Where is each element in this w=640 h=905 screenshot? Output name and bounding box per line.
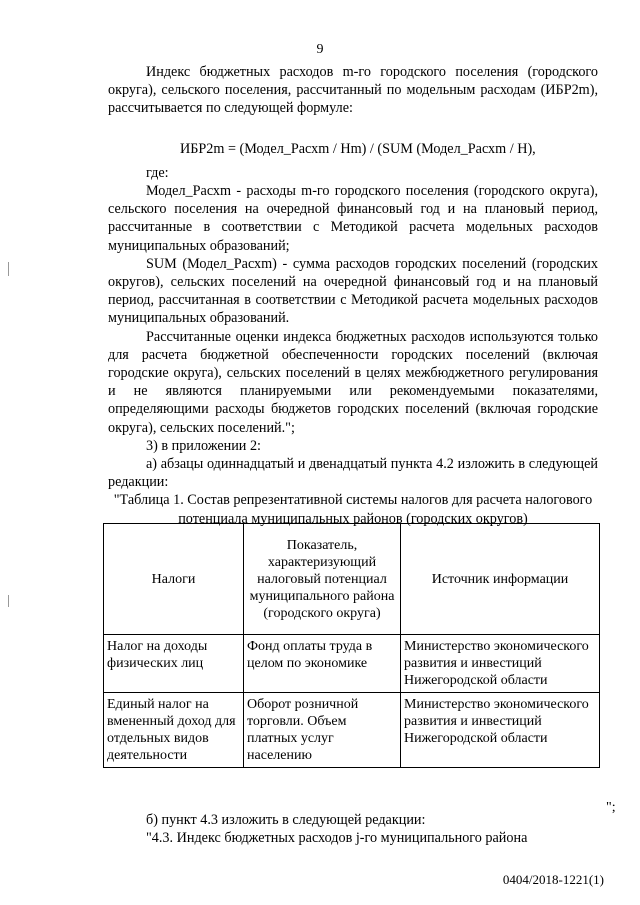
table-header-row — [104, 524, 600, 635]
table-row — [104, 693, 600, 768]
paragraph-model-expenses: Модел_Расхm - расходы m-го городского поселения (городского округа), сельского поселения на очередной финансовый год и на плановый период, рассчитанные в соответствии с Методикой расчета модельных расходов муниципальных образований; — [108, 183, 598, 254]
table-caption: "Таблица 1. Состав репрезентативной системы налогов для расчета налогового потенциала муниципальных районов (городских округов) — [113, 492, 593, 527]
table-cell: Министерство экономического развития и инвестиций Нижегородской области — [401, 693, 600, 768]
paragraph-index-intro: Индекс бюджетных расходов m-го городского поселения (городского округа), сельского поселения, рассчитанный по модельным расходам (ИБР2m), рассчитывается по следующей формуле: — [108, 64, 598, 117]
paragraph-where: где: — [146, 164, 169, 181]
footer-document-code: 0404/2018-1221(1) — [502, 872, 604, 887]
table-end-mark: "; — [606, 800, 616, 815]
formula-ibr2m: ИБР2m = (Модел_Расхm / Hm) / (SUM (Модел_Расхm / H), — [180, 140, 536, 157]
table-row — [104, 635, 600, 693]
table-cell: Единый налог на вмененный доход для отдельных видов деятельности — [104, 693, 244, 768]
paragraph-appendix-2: 3) в приложении 2: — [146, 437, 261, 454]
table-header-cell: Источник информации — [401, 524, 600, 635]
paragraph-item-b: б) пункт 4.3 изложить в следующей редакции: — [146, 812, 426, 828]
table-header-cell: Налоги — [104, 524, 244, 635]
page-number: 9 — [316, 42, 324, 57]
paragraph-4-3: "4.3. Индекс бюджетных расходов j-го муниципального района — [146, 830, 528, 847]
margin-mark-bottom — [8, 595, 9, 607]
table-cell: Фонд оплаты труда в целом по экономике — [244, 635, 401, 693]
table-header-cell: Показатель, характеризующий налоговый потенциал муниципального района (городского округа) — [244, 524, 401, 635]
table-cell: Оборот розничной торговли. Объем платных услуг населению — [244, 693, 401, 768]
margin-mark-top — [8, 262, 9, 276]
table-cell: Налог на доходы физических лиц — [104, 635, 244, 693]
document-body — [108, 63, 598, 528]
paragraph-item-a: а) абзацы одиннадцатый и двенадцатый пункта 4.2 изложить в следующей редакции: — [108, 456, 598, 491]
paragraph-sum-expenses: SUM (Модел_Расхm) - сумма расходов городских поселений (городских округов), сельских поселений на очередной финансовый год и на плановый период, рассчитанная в соответствии с Методикой расчета модельных расходов муниципальных образований. — [108, 255, 598, 327]
paragraph-estimates: Рассчитанные оценки индекса бюджетных расходов используются только для расчета бюджетной обеспеченности городских поселений (включая городские округа), сельских поселений в целях межбюджетного регулирования и не являются планируемыми или рекомендуемыми показателями, определяющими расходы бюджетов городских поселений (включая городские округа), сельских поселений."; — [108, 328, 598, 436]
document-continuation — [108, 811, 598, 847]
table-cell: Министерство экономического развития и инвестиций Нижегородской области — [401, 635, 600, 693]
tax-system-table — [103, 523, 600, 768]
